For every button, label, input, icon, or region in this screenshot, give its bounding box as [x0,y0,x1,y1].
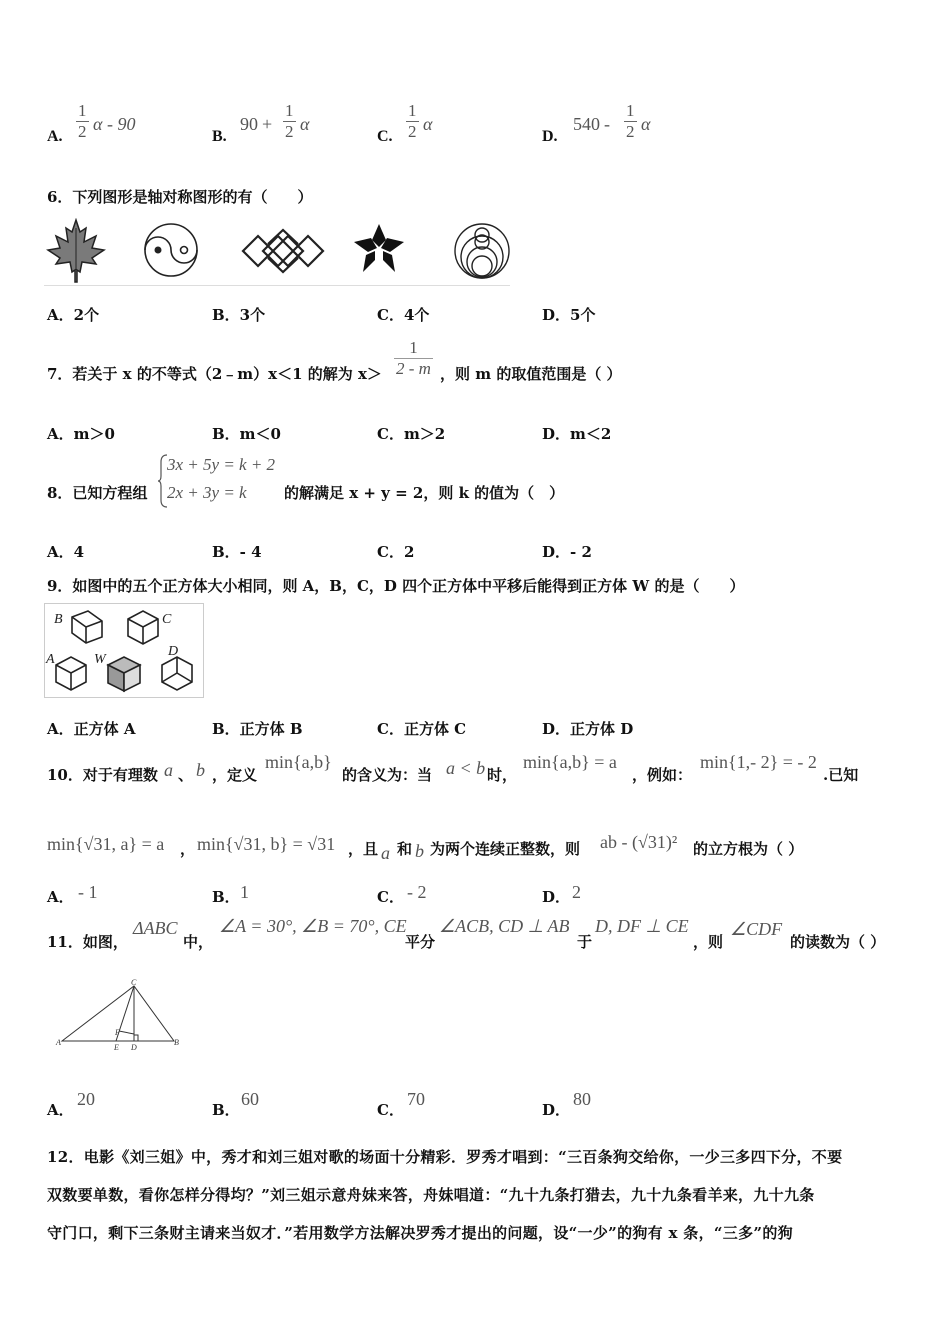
q11-option-c-letter: C． [377,1101,404,1119]
q7-stem-post: ，则 m 的取值范围是（ ） [440,365,622,383]
q11-triangle-figure [52,978,188,1052]
q11-option-d-letter: D． [542,1101,571,1119]
fraction-numerator: 1 [285,101,294,120]
yin-yang-icon [142,221,200,279]
q11-angles: ∠A = 30°, ∠B = 70°, CE [219,916,407,936]
cube-label-c: C [162,612,172,627]
q10-text-2: ，定义 [212,766,258,784]
q7-stem-pre: 7．若关于 x 的不等式（2﹣m）x＜1 的解为 x＞ [47,365,382,383]
q10-option-a-letter: A． [47,888,74,906]
fraction-numerator: 1 [408,101,417,120]
q8-option-a: A．4 [47,543,85,561]
q6-option-a: A．2个 [47,306,100,324]
fig-label-d: D [131,1043,137,1052]
q8-option-c: C．2 [377,543,415,561]
q10-text-3: 的含义为：当 [342,766,433,784]
q9-option-b: B．正方体 B [212,720,303,738]
q10-condition: a < b [446,758,486,778]
q10-comma: ， [180,840,196,858]
q9-cubes-figure [44,603,204,698]
q5-option-d-minus: - [604,114,610,134]
q10-text-9: 为两个连续正整数，则 [430,840,581,858]
q12-line-2: 双数要单数，看你怎样分得均？”刘三姐示意舟妹来答，舟妹唱道：“九十九条打猎去，九十九条看羊来，九十九条 [47,1186,815,1204]
q5-option-a-expr: α - 90 [93,114,136,134]
cube-label-b: B [54,612,63,627]
q5-option-b-plus: + [262,114,273,134]
q11-text-4: 于 [577,933,593,951]
q11-option-d-value: 80 [573,1089,591,1109]
fig-label-a: A [56,1038,61,1047]
q10-option-a-value: - 1 [78,882,98,902]
q5-option-c-expr: α [423,114,433,134]
fraction-denominator: 2 - m [396,359,431,378]
fraction-denominator: 2 [408,122,417,141]
q9-option-c: C．正方体 C [377,720,467,738]
q5-option-a-fraction [76,101,89,142]
cube-label-d: D [168,644,179,659]
q10-var-b: b [196,760,205,780]
q10-option-d-letter: D． [542,888,571,906]
q10-option-b-value: 1 [240,882,249,902]
q8-equation-2: 2x + 3y = k [167,483,247,502]
fraction-denominator: 2 [626,122,635,141]
q10-option-b-letter: B． [212,888,240,906]
q5-option-a-letter: A. [47,128,63,145]
cube-label-a: A [46,652,55,667]
q10-min-eq: min{a,b} = a [523,752,617,772]
q7-option-c: C．m＞2 [377,425,446,443]
q11-perp: D, DF ⊥ CE [595,916,689,936]
q8-stem-pre: 8．已知方程组 [47,484,148,502]
q10-text-7: ，且 [348,840,379,858]
q5-option-c-letter: C. [377,128,393,145]
q10-option-d-value: 2 [572,882,581,902]
q7-option-d: D．m＜2 [542,425,612,443]
q10-min-31-a: min{√31, a} = a [47,834,165,854]
q10-var-a: a [164,760,173,780]
q11-text-5: ，则 [693,933,724,951]
q7-fraction [394,338,433,379]
q11-option-a-value: 20 [77,1089,95,1109]
q10-text-8: 和 [397,840,413,858]
nested-circles-icon [452,219,512,281]
pentagon-flower-icon [350,220,408,278]
q5-option-b-letter: B. [212,128,227,145]
q10-text-6: .已知 [823,766,859,784]
q11-option-b-letter: B． [212,1101,240,1119]
q10-sep: 、 [178,766,194,784]
fig-label-b: B [174,1038,179,1047]
q11-text-3: 平分 [405,933,436,951]
q8-option-b: B．- 4 [212,543,262,561]
q10-example: min{1,- 2} = - 2 [700,752,817,772]
q9-stem: 9．如图中的五个正方体大小相同，则 A，B，C，D 四个正方体中平移后能得到正方体 W 的是（ ） [47,577,745,595]
q7-option-b: B．m＜0 [212,425,281,443]
fraction-numerator: 1 [626,101,635,120]
q7-option-a: A．m＞0 [47,425,115,443]
q5-option-d-letter: D. [542,128,558,145]
q6-option-c: C．4个 [377,306,430,324]
q11-option-b-value: 60 [241,1089,259,1109]
q10-option-c-value: - 2 [407,882,427,902]
q11-triangle: ΔABC [133,918,178,938]
fig-label-c: C [131,978,137,987]
q5-option-d-pre: 540 [573,114,600,134]
q10-text-5: ，例如： [632,766,693,784]
q10-text-10: 的立方根为（ ） [693,840,804,858]
q12-line-3: 守门口，剩下三条财主请来当奴才．”若用数学方法解决罗秀才提出的问题，设“一少”的狗有 x 条，“三多”的狗 [47,1224,793,1242]
q10-expression: ab - (√31)² [600,832,678,852]
q10-min-ab: min{a,b} [265,752,332,772]
q10-text-4: 时， [487,766,518,784]
q10-var-b2: b [415,841,424,861]
q6-option-b: B．3个 [212,306,266,324]
q10-option-c-letter: C． [377,888,404,906]
q11-text-6: 的读数为（ ） [790,933,886,951]
q5-option-c-fraction [406,101,419,142]
q5-option-b-fraction [283,101,296,142]
q11-text-1: 11．如图， [47,933,128,951]
q10-var-a2: a [381,843,390,863]
q11-bisect: ∠ACB, CD ⊥ AB [439,916,570,936]
q6-stem: 6．下列图形是轴对称图形的有（ ） [47,188,313,206]
q11-text-2: 中， [183,933,214,951]
q10-min-31-b: min{√31, b} = √31 [197,834,336,854]
cube-label-w: W [94,652,106,667]
q5-option-d-fraction [624,101,637,142]
q10-text-1: 10．对于有理数 [47,766,158,784]
q5-option-b-pre: 90 [240,114,258,134]
q8-stem-post: 的解满足 x + y = 2，则 k 的值为（ ） [284,484,565,502]
maple-leaf-icon [46,218,106,284]
fig-label-e: E [114,1043,119,1052]
q9-option-a: A．正方体 A [47,720,136,738]
fraction-numerator: 1 [394,338,433,359]
fraction-numerator: 1 [78,101,87,120]
q11-option-a-letter: A． [47,1101,74,1119]
q5-option-b-expr: α [300,114,310,134]
fraction-denominator: 2 [78,122,87,141]
fraction-denominator: 2 [285,122,294,141]
q11-option-c-value: 70 [407,1089,425,1109]
knot-pattern-icon [238,226,328,276]
q8-option-d: D．- 2 [542,543,592,561]
fig-label-f: F [115,1028,120,1037]
q8-equation-1: 3x + 5y = k + 2 [167,455,276,474]
q6-option-d: D．5个 [542,306,596,324]
q9-option-d: D．正方体 D [542,720,634,738]
q12-line-1: 12．电影《刘三姐》中，秀才和刘三姐对歌的场面十分精彩．罗秀才唱到：“三百条狗交给你，一少三多四下分，不要 [47,1148,843,1166]
q11-target: ∠CDF [730,919,783,939]
q5-option-d-expr: α [641,114,651,134]
